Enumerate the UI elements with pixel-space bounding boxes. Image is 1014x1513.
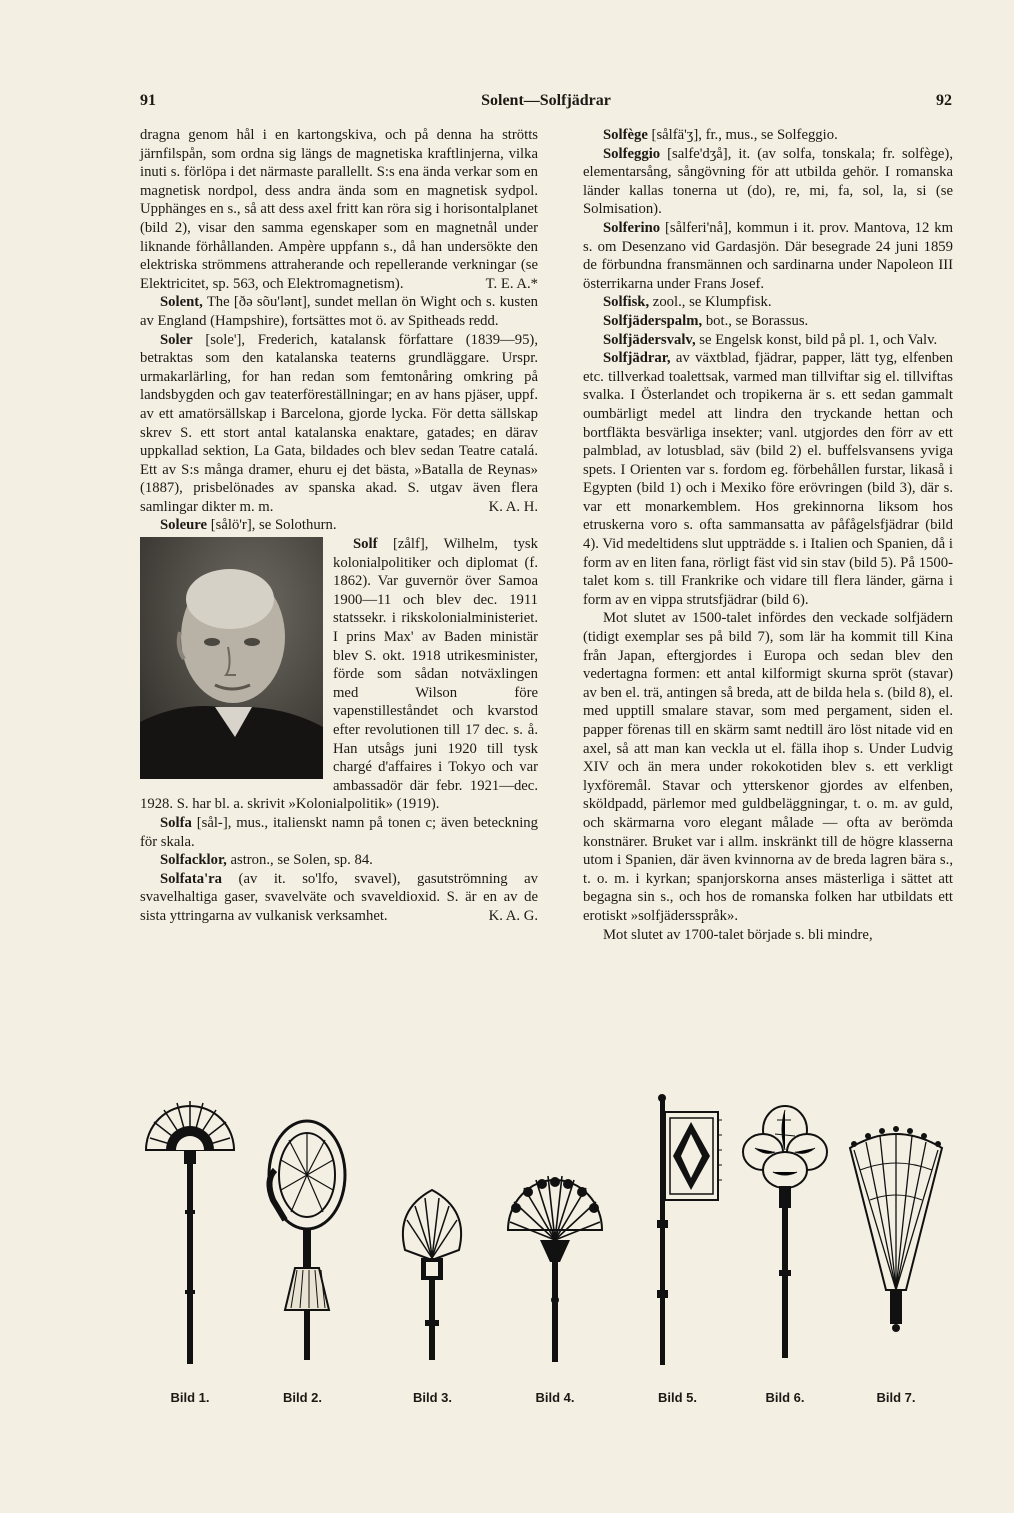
entry-solfjadrar: Solfjädrar, av växtblad, fjädrar, papper, lätt tyg, elfenben etc. tillverkad toalettsak, varmed man tillviftar sig el. tillviftas svalka. I Österlandet och tropikerna är s. ett sedan gammalt oumbärligt medel att lindra den tryckande hettan och bortfläkta besvärliga insekter; vanl. utgjordes den förr av ett palmblad, av lotusblad, säv (bild 2) el. buffelsvansens yviga spets. I Orienten var s. fordom eg. förbehållen furstar, likaså i Egypten (bild 1) och i Mexiko före erövringen (bild 3), där s. var ett monarkemblem. Hos grekinnorna liksom hos etruskerna voro s. ofta sammansatta av påfågelsfjädrar (bild 4). Vid medeltidens slut uppträdde s. i Italien och Spanien, då i form av en liten fana, rörligt fäst vid sin stav (bild 5). På 1500-talet kom s. till Frankrike och vidare till flera länder, gärna i form av en vippa strutsfjädrar (bild 6). <box>583 350 953 608</box>
figure-3 <box>385 1090 480 1405</box>
figure-7 <box>840 1090 952 1405</box>
peacock-feather-fan-icon <box>500 1090 610 1380</box>
entry-solfatara: Solfata'ra (av it. so'lfo, svavel), gasutströmning av svavelhaltiga gaser, svavelväte och svaveldioxid. S. är en av de sista yttringarna av vulkanisk verksamhet. K. A. G. <box>140 870 538 924</box>
headword: Solfisk, <box>603 294 650 311</box>
flag-fan-icon <box>630 1090 725 1380</box>
left-column <box>140 126 538 926</box>
entry-soler: Soler [sole'], Frederich, katalansk författare (1839—95), betraktas som den katalanska teaterns grundläggare. Urspr. urmakarlärling, for han redan som femtonåring omkring på landsbygden och gav teaterföreställningar; en av hans pjäser, uppf. av ett amatörsällskap i Barcelona, gjorde lycka. För detta sällskap skrev S. ett stort antal katalanska enaktare, gatades; en därav uppkallad sektion, La Gata, bildades och blev sedan Teatre catalá. Ett av S:s många dramer, ehuru ej det bästa, »Batalla de Reynas» (1887), prisbelönades av spanska akad. S. utgav även flera samlingar dikter m. m. K. A. H. <box>140 331 538 515</box>
headword: Solfata'ra <box>160 870 223 887</box>
folding-fan-icon <box>840 1090 952 1380</box>
headword: Solfacklor, <box>160 852 227 869</box>
entry-solfisk: Solfisk, zool., se Klumpfisk. <box>603 294 772 311</box>
entry-solfjadrar-continued: Mot slutet av 1500-talet infördes den veckade solfjädern (tidigt exemplar ses på bild 7), som lär ha kommit till Kina från Japan, eftergjordes i Europa och sedan blev den vedertagna formen: ett antal kilformigt skurna spröt (stavar) av ben el. trä, antingen så breda, att de bilda hela s. (bild 8), el. med upptill smalare stavar, som med pergament, siden el. papper förenas till en skärm samt nedtill äro löst nitade vid en axel, så att man kan veckla ut el. fälla ihop s. Under Ludvig XIV och än mera under rokokotiden blev s. ett verkligt lyxföremål. Stavar och ytterskenor gjordes av elfenben, sköldpadd, pärlemor med guldbeläggningar, t. o. m. av guld, och skärmarna voro elegant målade — ofta av berömda konstnärer. Bruket var i allm. inskränkt till de högre klasserna utom i Spanien, där även kvinnorna av de breda lagren bära s., t. o. m. i kyrkan; spanjorskorna anses mästerliga i sättet att begagna sin s., och hos de romanska folken har utbildats ett erotiskt »solfjädersspråk». <box>583 610 953 924</box>
figure-2 <box>245 1090 360 1405</box>
figure-caption: Bild 1. <box>170 1390 210 1405</box>
entry-solferino: Solferino [sålferi'nå], kommun i it. prov. Mantova, 12 km s. om Desenzano vid Gardasjön. Där besegrade 24 juni 1859 de förbundna fransmännen och sardinarna under Napoleon III österrikarna under Frans Josef. <box>583 219 953 292</box>
page-header <box>140 92 952 116</box>
figure-caption: Bild 4. <box>535 1390 575 1405</box>
headword: Soler <box>160 331 193 348</box>
right-column <box>583 126 953 944</box>
headword: Solfjädersvalv, <box>603 331 696 348</box>
palm-leaf-fan-icon <box>245 1090 360 1380</box>
figure-caption: Bild 6. <box>765 1390 805 1405</box>
entry-solfege: Solfège [sålfä'ʒ], fr., mus., se Solfeggio. <box>603 127 838 143</box>
author-signature: K. A. G. <box>488 907 538 924</box>
figure-5 <box>630 1090 725 1405</box>
headword: Solfjädrar, <box>603 350 671 367</box>
headword: Soleure <box>160 517 208 534</box>
headword: Solfeggio <box>603 145 661 162</box>
figure-caption: Bild 3. <box>412 1390 452 1405</box>
entry-solfa: Solfa [sål-], mus., italienskt namn på tonen c; även beteckning för skala. <box>140 814 538 850</box>
page-number-right: 92 <box>936 92 952 109</box>
headword: Solferino <box>603 219 661 236</box>
figure-caption: Bild 2. <box>282 1390 322 1405</box>
entry-continuation: dragna genom hål i en kartongskiva, och på denna ha strötts järnfilspån, som ordna sig längs de magnetiska kraftlinjerna, vilka inuti s. förlöpa i det närmaste parallellt. S:s ena ända verkar som en magnetisk nordpol, dess andra ända som en magnetisk sydpol. Upphänges en s., så att dess axel fritt kan röra sig i horisontalplanet (bild 2), visar den samma egenskaper som en magnetnål under liknande förhållanden. Ampère uppfann s., då han undersökte den elektriska strömmens attraherande och repellerande verkningar (se Elektricitet, sp. 563, och Elektromagnetism). T. E. A.* <box>140 127 538 292</box>
author-signature: K. A. H. <box>488 498 538 515</box>
entry-solfeggio: Solfeggio [salfe'dʒå], it. (av solfa, tonskala; fr. solfège), elementarsång, sångövning för att utbilda gehör. I romanska länder kallas tonerna ut (do), re, mi, fa, sol, la, si (se Solmisation). <box>583 145 953 218</box>
figure-6 <box>735 1090 835 1405</box>
portrait-photo <box>140 537 323 779</box>
running-title: Solent—Solfjädrar <box>481 92 611 109</box>
headword: Solfjäderspalm, <box>603 312 703 329</box>
headword: Solent, <box>160 294 203 311</box>
egyptian-fan-icon <box>140 1090 240 1380</box>
figure-1 <box>140 1090 240 1405</box>
figure-caption: Bild 7. <box>876 1390 916 1405</box>
headword: Solfège <box>603 127 648 143</box>
fan-illustrations <box>140 1090 952 1410</box>
entry-solfacklor: Solfacklor, astron., se Solen, sp. 84. <box>160 852 373 869</box>
headword: Solfa <box>160 814 192 831</box>
entry-solent: Solent, The [ðə sõu'lənt], sundet mellan ön Wight och s. kusten av England (Hampshire), fortsättes mot ö. av Spitheads redd. <box>140 294 538 329</box>
entry-solfjadersvalv: Solfjädersvalv, se Engelsk konst, bild på pl. 1, och Valv. <box>603 331 938 348</box>
figure-4 <box>500 1090 610 1405</box>
mexican-fan-icon <box>385 1090 480 1380</box>
entry-soleure: Soleure [sålö'r], se Solothurn. <box>160 517 337 534</box>
ostrich-feather-fan-icon <box>735 1090 835 1380</box>
entry-solf: Solf [zålf], Wilhelm, tysk kolonialpolitiker och diplomat (f. 1862). Var guvernör över Samoa 1900—11 och blev dec. 1911 statssekr. i rikskolonialministeriet. I prins Max' av Baden ministär blev S. okt. 1918 utrikesminister, förde som sådan notväxlingen med Wilson före vapenstilleståndet och kvarstod efter revolutionen till 17 dec. s. å. Han utsågs juni 1920 till tysk chargé d'affaires i Tokyo och var ambassadör där febr. 1921—dec. 1928. S. har bl. a. skrivit »Kolonialpolitik» (1919). <box>140 536 538 813</box>
entry-solfjaderspalm: Solfjäderspalm, bot., se Borassus. <box>603 312 809 329</box>
figure-caption: Bild 5. <box>657 1390 697 1405</box>
headword: Solf <box>353 536 378 553</box>
page-number-left: 91 <box>140 92 156 109</box>
entry-solfjadrar-continued-2: Mot slutet av 1700-talet började s. bli mindre, <box>603 926 873 943</box>
author-signature: T. E. A.* <box>485 275 538 292</box>
